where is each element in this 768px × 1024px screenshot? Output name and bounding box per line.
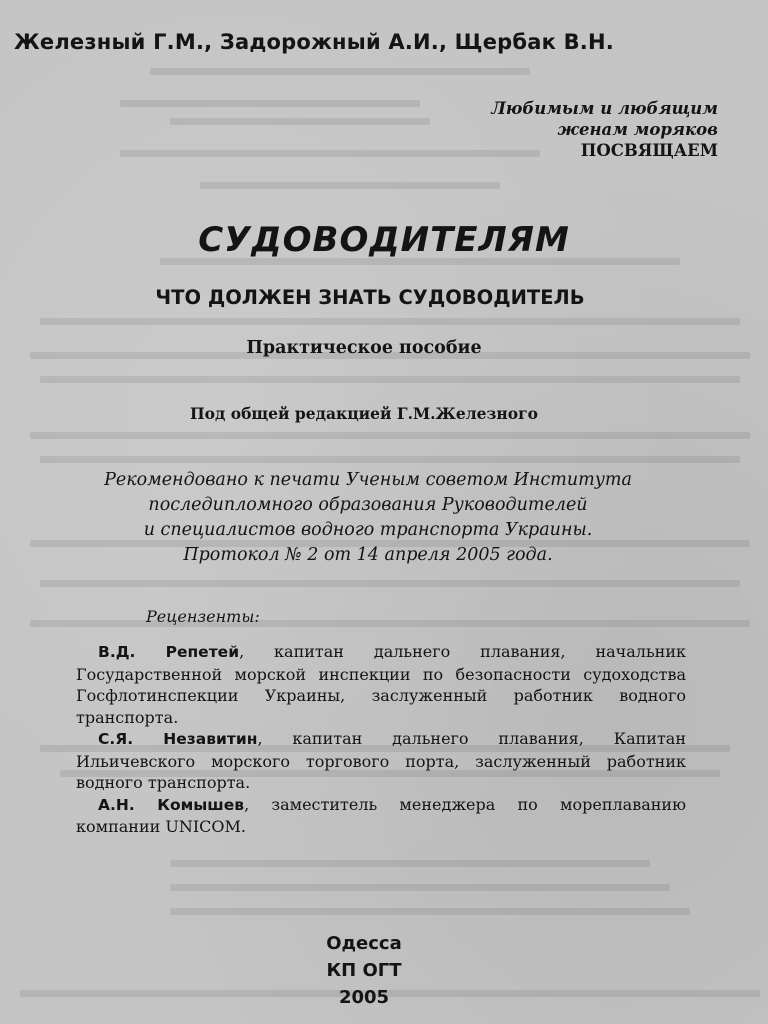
- dedication-line: женам моряков: [557, 120, 718, 139]
- recommendation-line: Протокол № 2 от 14 апреля 2005 года.: [183, 545, 553, 565]
- reviewer-entry: [76, 794, 686, 838]
- book-subtitle: ЧТО ДОЛЖЕН ЗНАТЬ СУДОВОДИТЕЛЬ: [155, 286, 585, 309]
- editor-line: Под общей редакцией Г.М.Железного: [190, 404, 538, 423]
- recommendation-line: и специалистов водного транспорта Украины.: [143, 520, 593, 540]
- reviewer-description: , заместитель менеджера по мореплаванию компании UNICOM.: [76, 794, 686, 836]
- reviewer-description: , капитан дальнего плавания, начальник Государственной морской инспекции по безопасности судоходства Госфлотинспекции Украины, заслуженный работник водного транспорта.: [76, 642, 686, 727]
- reviewer-name: С.Я. Незавитин: [98, 730, 258, 748]
- reviewer-description: , капитан дальнего плавания, Капитан Ильичевского морского торгового порта, заслуженный работник водного транспорта.: [76, 729, 687, 792]
- reviewer-entry: [76, 641, 686, 728]
- reviewers-list: [76, 641, 686, 838]
- imprint: [0, 930, 728, 1011]
- publication-type: Практическое пособие: [246, 338, 482, 358]
- dedication-line: Любимым и любящим: [491, 99, 718, 118]
- reviewer-name: А.Н. Комышев: [98, 795, 245, 814]
- reviewer-name: В.Д. Репетей: [98, 643, 240, 661]
- dedication: [378, 98, 718, 161]
- recommendation: [28, 468, 708, 568]
- dedication-line: ПОСВЯЩАЕМ: [580, 141, 718, 160]
- authors: Железный Г.М., Задорожный А.И., Щербак В.Н.: [14, 30, 614, 54]
- recommendation-line: последипломного образования Руководителей: [148, 495, 588, 515]
- reviewer-entry: [76, 728, 686, 794]
- book-title: СУДОВОДИТЕЛЯМ: [198, 220, 570, 260]
- imprint-city: Одесса: [326, 933, 402, 954]
- imprint-publisher: КП ОГТ: [326, 960, 402, 981]
- recommendation-line: Рекомендовано к печати Ученым советом Института: [104, 470, 632, 490]
- imprint-year: 2005: [338, 987, 390, 1008]
- reviewers-label: Рецензенты:: [146, 607, 260, 626]
